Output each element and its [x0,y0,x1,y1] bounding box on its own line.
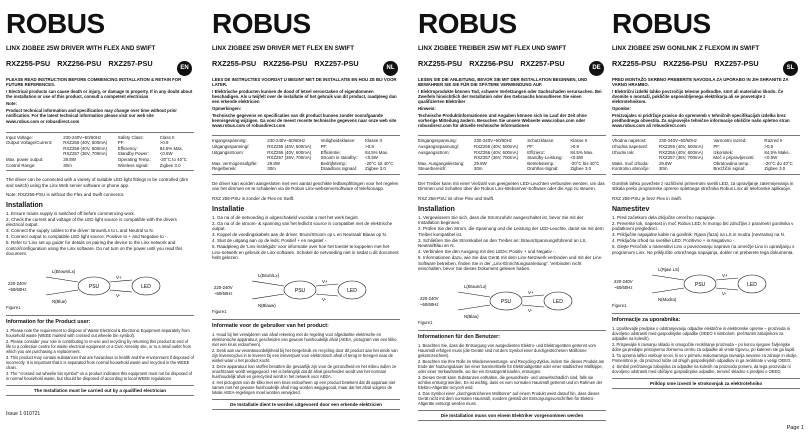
live-wire [458,292,490,297]
wiring-diagram-svg [612,261,800,307]
vplus-label: V+ [722,273,728,279]
spec-cell: -20°C do 40°C [764,160,793,166]
voltage-label: 220-240V [8,280,27,286]
user-info-section [612,313,800,374]
product-codes [212,59,400,69]
user-info-item: 4. Het pictogram van de kliko met een kruis erdoorheen op een product betekent dat dit apparaat niet samen met het gewone huishoudelijk afval mag worden weggegooid, maar dat het afval volgens de lokale AEEA-regelingen moet worden verwijderd. [212,379,396,395]
spec-cell: 30m [658,166,668,172]
warning-text: PLEASE READ INSTRUCTION BEFORE COMMENCING INSTALLATION & RETAIN FOR FUTURE REFERENCES. [6,77,182,88]
spec-cell: Bedrijfstemp.: [320,160,348,166]
user-info-list [612,326,800,374]
spec-cell: Vhodna napetost: [612,138,647,144]
spec-cell: Control Range: [6,162,36,168]
warning-text: Opmerkingen: [212,106,242,112]
column-sl [612,0,800,435]
spec-cell: Izhodni tok: [612,149,635,155]
install-step: 3. Schließen Sie die Stromkabel an den Treiber an: Braun/Spannungsführend an LS, Neutral/Blau an N. [418,237,587,249]
user-info-item: 4. The "crossed out wheelie bin symbol" on a product indicates this equipment must not be disposed of in normal household waste, but should be disposed of according to local WEEE regulations [6,370,193,381]
spec-cell: Kontrolno območje: [612,166,650,172]
spec-cell: RXZ255 (40V, 500mA) [63,140,108,146]
spec-cell: Obratovalna temp.: [713,160,751,166]
installation-heading: Installation [418,205,455,213]
product-code: RXZ257-PSU [314,59,359,68]
psu-label: PSU [694,282,706,289]
spec-cell: Max. vermogensafgifte: [212,160,258,166]
spec-cell: RXZ255 (40V, 500mA) [267,143,312,149]
install-step: 5. Refer to 'Linx set up guide' for details on pairing the device to the Linx network and control/configuration using the Linx software. Do not turn on the power until you read this document. [6,240,183,257]
spec-cell: Varnostni razred: [713,138,747,144]
led-label: LED [553,298,563,305]
user-info-item: 2. Prispevajte k ravnanju skladu in omogočite recikliranje proizvoda – po koncu njegove življenjske dobe ga predajte pristojnemu zbirnemu centru za odpadke ali vrnite trgovcu, pri katerem ste ga kupili. [612,342,796,353]
spec-row [212,166,400,172]
positive-wire [110,280,132,282]
spec-cell: 230-240V~50/60Hz [658,138,697,144]
psu-label: PSU [88,283,100,290]
user-info-item: 2. Denk aan uw verantwoordelijkheid bij het hergebruik en recycling door dit product aan het einde van zijn levenscyclus in te leveren bij een inleverpunt voor elektronisch afval of terug te brengen naar de winkel waar u het product kocht. [212,347,398,363]
user-info-heading: Informacije za uporabnika: [612,317,681,324]
live-label: L(Bruin/Lx) [258,272,280,278]
positive-wire [522,295,544,297]
spec-cell: >0.9 [365,143,374,149]
spec-cell: <0.5W [365,155,378,161]
spec-cell: PF: [527,143,535,149]
vminus-label: V- [322,296,327,302]
product-title: LINX ZIGBEE 25W DRIVER MET FLEX EN SWIFT [212,45,354,52]
user-info-section [6,315,194,381]
psu-label: PSU [500,298,512,305]
wiring-diagram-svg [418,278,606,324]
user-info-heading: Information for the Product user: [6,318,91,325]
product-title: LINX ZIGBEE TREIBER 25W MIT FLEX UND SWIFT [418,45,567,52]
user-info-item: 2. Please consider your role in contributing to re-use and recycling by returning this product at end of life to a collection centre for waste electrical equipment or a Civic Amenity site, or to a retail outlet from which you are purchasing a replacement. [6,338,191,354]
negative-wire [522,305,544,307]
warning-block [418,77,606,128]
positive-wire [316,284,338,286]
voltage-label: 220-240V [614,279,633,285]
warning-text: www.robus.com or robusdirect.com [6,119,80,125]
install-step: 4. Connect output to compatible LED light source: Positive to + and Negative to -. [6,234,168,240]
spec-cell: Brezžični signal: [713,166,746,172]
spec-row [612,166,800,172]
spec-cell: PF: [117,140,125,146]
installation-steps [212,215,400,261]
product-title: LINX ZIGBEE 25W GONILNIK Z FLEXOM IN SWIFT [612,45,760,52]
spec-cell: 29.8W [474,160,487,166]
robus-logo: ROBUS [6,8,105,39]
live-wire [252,281,284,286]
robus-logo: ROBUS [418,8,517,39]
wiring-diagram [612,261,800,307]
warning-text: Opombe: [612,106,631,112]
led-label: LED [747,282,757,289]
installation-heading: Installatie [212,205,245,213]
user-info-section [212,319,400,395]
product-codes [6,59,194,69]
warning-text: ! Elektroprodukte können Tod, schwere Verletzungen oder Sachschaden verursachen. Bei Zweifeln hinsichtlich der Installation oder des Gebrauchs konsultieren Sie einen qualifizierten Elektriker [418,88,602,105]
spec-cell: Wireless signal: [117,162,149,168]
install-step: 1. Ga na of de netvoeding is uitgeschakeld voordat u met het werk begint. [212,214,359,220]
figure-caption: Figure1 [6,304,21,310]
intro-text [418,181,606,202]
spec-cell: RXZ255 (40V, 500mA) [474,143,519,149]
spec-cell: RXZ257 (36V, 700mA) [658,155,703,161]
vminus-label: V- [116,292,121,298]
figure-caption: Figure1 [212,308,227,314]
spec-cell: Veiligheidsklasse: [320,138,356,144]
install-step: 1. Pred začetkom dela izključite omrežno napajanje. [612,214,716,220]
spec-table [6,132,194,172]
spec-cell: Klasse II [570,138,588,144]
spec-cell: RXZ256 (40V, 600mA) [267,149,312,155]
product-code: RXZ257-PSU [108,59,153,68]
warning-text: PRED MONTAŽO SKRBNO PREBERITE NAVODILA ZA UPORABO IN JIH SHRANITE ZA VARNO HRAMBO. [612,77,789,88]
product-code: RXZ255-PSU [418,59,463,68]
spec-cell: >0.9 [764,143,774,149]
intro-text [612,181,800,202]
spec-cell: 29.8W [658,160,672,166]
user-info-list [6,328,194,381]
spec-cell: Zigbee 3.0 [159,162,181,168]
spec-cell: RXZ257 (36V, 700mA) [474,155,519,161]
warning-text: LESEN SIE DIE ANLEITUNG, BEVOR SIE MIT DER INSTALLATION BEGINNEN, UND BEWAHREN SIE SIE FÜR DIE SPÄTERE VERWENDUNG AUF. [418,77,588,88]
spec-cell: Betriebstemp.: [527,160,556,166]
warning-text: LEES DE INSTRUCTIES VOORDAT U BEGINT MET DE INSTALLATIE EN HOU ZE BIJ VOOR LATER. [212,77,397,88]
warning-text: ! Električni izdelki lahko povzročijo telesne poškodbe, smrt ali materialno škodo. Če dvomite o montaži, pokličite usposobljenega elektrikarja ali se posvetujte z elektrotehnikom. [612,88,784,105]
install-step: 3. Connect the supply cables to the driver: Brown/Ls to L and Neutral to N. [6,228,154,234]
spec-cell: Safety Class: [117,134,144,140]
spec-cell: Effizienz: [527,149,545,155]
install-step: 3. Koppel de voedingskabels aan de driver: Bruin/Stroom op L en Neutraal/ Blauw op N. [212,232,387,238]
spec-cell: 230-240V~50/60Hz [63,134,102,140]
user-info-item: 1. Upoštevajte predpise o odstranjevanju odpadne električne in elektronske opreme – proizvoda ni dovoljeno odstraniti med gospodinjske odpadke (OEEO s simbolom: prečrtanim zabojnikom za odpadke na kolesih). [612,326,790,342]
product-code: RXZ256-PSU [469,59,514,68]
spec-cell: Moč v pripravljenosti: [713,155,755,161]
product-code: RXZ256-PSU [263,59,308,68]
spec-cell: Ausgangsstrom: [418,149,450,155]
spec-cell: >0.9 [159,140,169,146]
install-step: 1. Vergewissern Sie sich, dass die Stromzufuhr ausgeschaltet ist, bevor Sie mit der Installation beginnen. [418,214,584,226]
intro-paragraph: The driver can be connected with a variety of suitable LED light fittings to be controlled (dim and switch) using the Linx Web server software or phone app. [6,177,189,188]
spec-cell: -20°C tot 40°C [365,160,394,166]
spec-table [212,135,400,175]
intro-text [6,177,194,198]
spec-table [418,135,606,175]
product-codes [418,59,606,69]
product-code: RXZ256-PSU [663,59,708,68]
warning-block [612,77,800,128]
positive-wire [716,278,738,280]
vminus-label: V- [722,291,727,297]
product-code: RXZ256-PSU [57,59,102,68]
negative-wire [716,288,738,290]
spec-cell: Operating Temp.: [117,157,152,162]
user-info-heading: Informationen für den Benutzer: [418,333,501,340]
neutral-label: N(Blauw) [258,302,276,308]
wiring-diagram-svg [6,263,194,309]
live-wire [652,275,684,280]
vplus-label: V+ [116,274,122,280]
spec-cell: Class II [159,134,175,140]
spec-cell: Efficiency: [117,145,138,151]
neutral-wire [252,294,284,299]
robus-logo: ROBUS [212,8,311,39]
spec-cell: Max. Ausgangsleistung: [418,160,465,166]
product-code: RXZ257-PSU [714,59,759,68]
intro-text [212,181,400,202]
figure-caption: Figure1 [418,319,433,325]
user-info-item: 1. Beachten Sie, dass die Entsorgung von ausgedienten Elektro- und Elektrogeräten getrennt vom Hausmüll erfolgen muss (die Geräte sind mit dem Symbol einer durchgestrichenen Mülltonne gekennzeichnet). [418,342,596,358]
spec-cell: 30m [474,166,483,172]
install-step: 2. Prüfen Sie den Strom, die Spannung und die Leistung der LED-Leuchte, damit sie mit dem Treiber kompatibel ist. [418,226,604,237]
warning-block [6,77,194,125]
product-code: RXZ255-PSU [6,59,51,68]
spec-cell: <0.5W [764,155,778,161]
install-step: 2. Ga na of de stroom- & spanning van het ledlicht source is compatibel met de elektrische output. [212,220,393,232]
install-step: 4. Sluit de uitgang aan op de leds: Positief + en negatief -. [212,238,328,244]
led-label: LED [141,283,151,290]
product-code: RXZ257-PSU [520,59,565,68]
live-label: L(Braun/Lx) [464,283,487,289]
language-badge: EN [177,61,192,76]
spec-cell: Steuerbereich: [418,166,447,172]
warning-text: Product technical information and specification may change over time without prior notification. For the latest technical information please visit our web site [6,107,177,118]
spec-cell: Stroom in standby: [320,155,358,161]
live-label: L(Brown/Lx) [52,268,76,274]
spec-cell: 29.8W [267,160,280,166]
spec-cell: Standby Power: [117,151,149,157]
user-info-section [418,330,606,406]
product-codes [612,59,800,69]
spec-cell: PF: [320,143,328,149]
spec-cell: RXZ256 (40V, 600mA) [63,145,108,151]
spec-cell: 84.5% Max. [159,145,183,151]
spec-table [612,135,800,175]
install-step: 5. Informationen dazu, wie Sie das Gerät mit dem Linx-Netzwerk verbinden und mit der Linx-Software betreiben, finden Sie in der „Linx-Einrichtungsanleitung". Verbinden nicht einschalten, bevor Sie dieses Dokument gelesen haben. [418,255,603,272]
robus-logo: ROBUS [612,8,711,39]
wiring-diagram [212,267,400,313]
spec-cell: Input Voltage: [6,134,33,140]
wiring-diagram-svg [212,267,400,313]
installation-heading: Installation [6,201,43,209]
install-step: 5. Glejte Priročnik o namestitvi Linx o povezovanju naprave na omrežje Linx in upravljanju s programom Linx. Ne priključite omrežnega napajanja, dokler ne preberete tega dokumenta. [612,244,795,255]
spec-cell: 230-240V~50/60Hz [267,138,306,144]
spec-cell: PF: [713,143,721,149]
install-step: 3. Priključite napajalne kable na gonilnik: Rjava (faza) na LS in modra (nevtralna) na N. [612,232,786,238]
spec-cell: -20°C to 40°C [159,157,187,162]
live-label: L(Rjavi LS) [658,267,680,273]
spec-cell: Efficiëntie: [320,149,341,155]
spec-cell: RXZ255 (40V, 500mA) [658,143,703,149]
installer-footer: Die Installation muss von einem Elektriker vorgenommen werden [418,410,606,421]
spec-cell: Zigbee 3.0 [365,166,386,172]
warning-text: Technische Produktinformationen und Angaben können sich im Lauf der Zeit ohne vorherige Mitteilung ändern. Besuchen Sie unsere Webseite www.robus.com oder robusdirect.com für aktuelle technische Informationen [418,112,587,129]
spec-cell: Eingangsspannung: [418,138,457,144]
voltage-label: 220-240V [214,284,233,290]
install-step: 2. Preverite tok, napetost in moč Robus LED, ki morajo biti združljivi z parametri gonilnika v podatkovni preglednici. [612,220,794,232]
spec-cell: Regelbereik: [212,166,237,172]
user-info-item: 2. Beachten Sie Ihre Rolle im Wiederverwertungs- und Recycling-Zyklus, indem Sie dieses Produkt am Ende der Nutzungsdauer bei einer Sammelstelle für Elektroaltgeräte oder einer städtischen Müllkippe, oder einer Verkaufsstelle, wo Sie ein Ersatzgerät kaufen, entsorgen. [418,358,605,374]
neutral-label: N(Modra) [658,297,677,303]
spec-cell: Ausgangsspannung/: [418,143,460,149]
vplus-label: V+ [528,289,534,295]
negative-wire [316,294,338,296]
figure-caption: Figure1 [612,303,627,309]
user-info-item: 1. Please note the requirement to dispose of Waste Electrical & Electronic Equipment separately from household waste (WEEE marked with crossed out wheelie bin symbol). [6,327,190,338]
installer-footer: De Installatie dient te worden uitgevoerd door een erkende elektricien [212,399,400,410]
language-badge: SL [783,61,798,76]
issue-label: Issue 1 010721 [6,411,41,417]
spec-cell: Uitgangsspanning/: [212,143,250,149]
spec-cell: RXZ257 (36V, 700mA) [63,151,108,157]
wiring-diagram [6,263,194,309]
warning-text: ! Electrical products can cause death or injury, or damage to property. If in any doubt about the installation or use of this product, consult a competent electrician [6,88,193,100]
spec-cell: Uitgangsstroom: [212,149,244,155]
user-info-item: 4. Simbol prečrtanega zabojnika za odpadke na kolesih na proizvodu pomeni, da tega proizvoda ni dovoljeno odstraniti med običajne gospodinjske odpadke, temveč skladno s predpisi o OEEO. [612,364,791,375]
spec-cell: Izkoristek: [713,149,734,155]
warning-text: ! Elektrische producten kunnen de dood of letsel veroorzaken of eigendommen beschadigen. Als u twijfelt over de installatie of het gebruik van dit product, raadpleeg dan een erkende elektricien [212,88,397,105]
spec-row [418,144,606,150]
spec-cell: >0.9 [570,143,579,149]
user-info-item: 1. Houd bij het verwijderen van afval rekening met de regeling voor afgedankte elektrische en elektronische apparatuur, gescheiden van gewoon huishoudelijk afval (AEEA, pictogram van een kliko met een kruis erdoorheen). [212,331,397,347]
column-en [6,0,194,435]
spec-cell: <0.5W [570,155,584,161]
user-info-list [418,343,606,406]
installation-heading: Namestitev [612,205,650,213]
spec-cell: Max. power output: [6,157,44,162]
spec-cell: 84.5% Max. [365,149,389,155]
installation-steps [418,215,606,272]
user-info-item: 3. Ta oprema lahko vsebuje snovi, ki so v primeru malomarnega ravnanja nevarne za zdravje in okolje. Pomembno je, da proizvod ločite od drugih gospodinjskih odpadkov in ga reciklirate v verigi OEEO. [612,353,798,364]
psu-label: PSU [294,287,306,294]
spec-cell: 29.8W [63,157,76,162]
spec-cell: RXZ256 (40V, 600mA) [474,149,519,155]
voltage-label: 220-240V [420,295,439,301]
frequency-label: ~50/60Hz [614,285,633,291]
language-badge: NL [383,61,398,76]
warning-text: Proizvajalec si pridržuje pravico do sprememb v tehničnih specifikacijah izdelka brez predhodnega obvestila. Za najnovejše tehnične informacije obiščite našo spletno stran www.robus.com ali robusdirect.com [612,112,790,129]
neutral-wire [458,305,490,310]
warning-text: Technische gegevens en specificaties van dit product kunnen zonder voorafgaande kennisgeving wijzigen. Ga voor de meest recente technische gegevens naar onze web site www.robus.com of robusdirect.com [212,112,397,129]
spec-cell: RXZ256 (40V, 600mA) [658,149,703,155]
install-step: 4. Priključite izhod na svetilke LED: Pozitivno + in Negativno -. [612,238,736,244]
spec-cell: Draadloos signaal: [320,166,357,172]
spec-row [6,163,194,169]
spec-cell: Ingangsspanning: [212,138,247,144]
spec-row [212,144,400,150]
negative-wire [110,290,132,292]
spec-cell: -20°C bis 40°C [570,160,600,166]
install-step: 2. Check the current and voltage of the LED light source is compatible with the drivers electrical output. [6,216,177,228]
spec-cell: Maks. moč izhoda: [612,160,649,166]
neutral-wire [46,290,78,295]
user-info-item: 3. This product may contain substances that are hazardous to health and the environment if disposed of incorrectly. It is important that it is separated from normal household waste and recycled in the WEEE chain. [6,354,194,370]
user-info-list [212,332,400,395]
neutral-wire [652,288,684,293]
spec-cell: Izhodna napetost/: [612,143,649,149]
user-info-item: 3. Dieses Gerät kann Substanzen enthalten, die gesundheits- und umweltschädlich sind, falls sie achtlos entsorgt werden. Es ist wichtig, dass es vom normalen Hausmüll getrennt und im Rahmen der Elektro-Altgeräte recycelt wird. [418,374,603,390]
installer-footer: The Installation must be carried out by a qualified electrician [6,385,194,396]
column-nl [212,0,400,435]
install-step: 5. Raadpleeg de 'Linx-instelgids' voor informatie over hoe het toestel te koppelen met het Linx-netwerk en gebruik de Linx-software. Schakel de netvoeding niet in totdat u dit document hebt gelezen. [212,244,399,261]
user-info-item: 4. Das Symbol einer „durchgestrichenen Mülltonne" auf einem Produkt weist darauf hin, dass dieses Gerät nicht mit dem normalen Hausmüll, sondern gemäß der Entsorgungsvorschriften für Elektro-Altgeräte entsorgt werden muss. [418,390,600,406]
frequency-label: ~50/60Hz [8,286,27,292]
spec-cell: Razred II [764,138,783,144]
frequency-label: ~50/60Hz [214,290,233,296]
warning-text: Note: [6,100,17,106]
neutral-label: N(Blau) [464,313,479,319]
spec-cell: 84.5% Maks. [764,149,790,155]
product-code: RXZ255-PSU [212,59,257,68]
led-label: LED [347,287,357,294]
frequency-label: ~50/60Hz [420,301,439,307]
spec-cell: 230-240V~50/60Hz [474,138,512,144]
warning-text: Hinweis: [418,106,436,112]
install-step: 1. Ensure mains supply is switched off before commencing work. [6,210,135,216]
spec-cell: Standby-Leistung: [527,155,563,161]
spec-cell: Klasse II [365,138,382,144]
warning-block [212,77,400,128]
spec-row [6,140,194,146]
user-info-heading: Informatie voor de gebruiker van het product: [212,322,329,329]
spec-cell: Output Voltage/Current: [6,140,53,146]
column-de [418,0,606,435]
product-code: RXZ255-PSU [612,59,657,68]
spec-cell: Zigbee 3.0 [570,166,592,172]
installation-steps [6,211,194,257]
live-wire [46,277,78,282]
product-title: LINX ZIGBEE 25W DRIVER WITH FLEX AND SWIFT [6,45,156,52]
intro-paragraph: Gonilnik lahko povežete z različnimi primernimi svetili LED, za upravljanje zatemnjevanja in stikala preko programske opreme spletnega strežnika Robus Linx ali telefonske aplikacije. [612,180,794,192]
install-step: 4. Verbinden Sie den Ausgang mit den LEDs: Positiv + und Negativ -. [418,249,556,255]
spec-cell: 84.5% Max. [570,149,594,155]
spec-cell: Drahtlos-Signal: [527,166,559,172]
intro-paragraph: De driver kan worden aangesloten met een aantal geschikte ledlampfittingen voor het regelen van het dimmen en te schakelen via de Robus Linx-webserversoftware of telefoonapp. [212,180,399,192]
spec-cell: Schutzklasse: [527,138,555,144]
language-badge: DE [589,61,604,76]
spec-cell: 30m [267,166,276,172]
vplus-label: V+ [322,278,328,284]
spec-cell: <0.5W [159,151,173,157]
intro-paragraph: Note: RXZ256-PSU is without the Flex and Swift connector. [6,192,125,198]
spec-cell: RXZ257 (36V, 700mA) [267,155,312,161]
neutral-label: N(Blue) [52,298,67,304]
intro-paragraph: RXZ 256-PSU je brez Flex in Swift. [612,196,683,202]
spec-cell: 30m [63,162,72,168]
installer-footer: Priklop sme izvesti le strokovnjak za elektrotehniko [612,378,800,389]
installation-steps [612,215,800,256]
intro-paragraph: Der Treiber kann mit einer Vielzahl von geeigneten LED-Leuchten verbunden werden, um das Dimmen und Schalten über die Robus Linx-Webserver-Software oder die App zu steuern. [418,180,605,192]
vminus-label: V- [528,307,533,313]
intro-paragraph: RXZ 256-PSU is zonder de Flex en Swift. [212,196,295,202]
wiring-diagram [418,278,606,324]
spec-row [418,166,606,172]
spec-cell: Zigbee 3.0 [764,166,786,172]
user-info-item: 3. Deze apparatuur kan stoffen bevatten die gevaarlijk zijn voor de gezondheid en het milieu indien ze onachtzaam wordt weggegooid. Het is belangrijk dat dit afval gescheiden wordt van het normaal huishoudelijk afval en gerecycled wordt in het netwerk voor AEEA. [212,363,397,379]
page-number: Page 1 [786,425,804,431]
intro-paragraph: RXZ 256-PSU ist ohne Flex und Swift. [418,196,495,202]
